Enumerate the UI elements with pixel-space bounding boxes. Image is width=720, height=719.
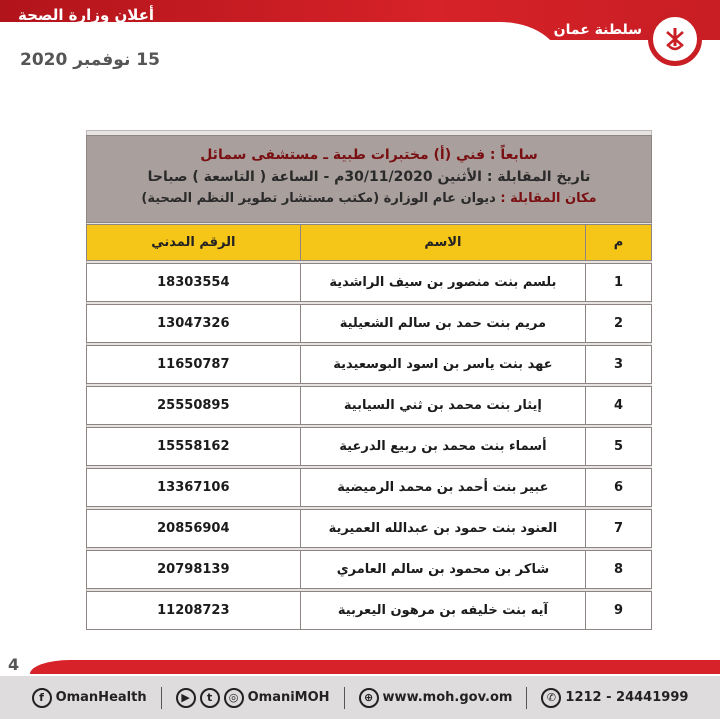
table-row [87, 305, 652, 343]
interview-info [86, 135, 652, 223]
row-civil-id: 20856904 [87, 510, 301, 548]
table-row [87, 510, 652, 548]
phone-contact[interactable] [541, 688, 688, 708]
row-civil-id: 13367106 [87, 469, 301, 507]
row-name: إيثار بنت محمد بن ثني السيابية [300, 387, 585, 425]
header-num: م [586, 225, 652, 261]
row-civil-id: 11208723 [87, 592, 301, 630]
row-civil-id: 11650787 [87, 346, 301, 384]
row-civil-id: 15558162 [87, 428, 301, 466]
table-row [87, 469, 652, 507]
row-name: شاكر بن محمود بن سالم العامري [300, 551, 585, 589]
footer-contacts [0, 676, 720, 719]
phone-number: 1212 - 24441999 [565, 690, 689, 705]
row-civil-id: 13047326 [87, 305, 301, 343]
youtube-icon: ▶ [176, 688, 196, 708]
page-number: 4 [8, 655, 20, 674]
row-name: مريم بنت حمد بن سالم الشعيلية [300, 305, 585, 343]
row-civil-id: 20798139 [87, 551, 301, 589]
row-civil-id: 25550895 [87, 387, 301, 425]
announcement-title: أعلان وزارة الصحة [18, 6, 155, 24]
header-name: الاسم [300, 225, 585, 261]
row-num: 6 [586, 469, 652, 507]
twitter-icon: t [200, 688, 220, 708]
row-civil-id: 18303554 [87, 264, 301, 302]
row-num: 1 [586, 264, 652, 302]
row-num: 5 [586, 428, 652, 466]
row-name: العنود بنت حمود بن عبدالله العميرية [300, 510, 585, 548]
table-row [87, 346, 652, 384]
row-num: 8 [586, 551, 652, 589]
announcement-date: 15 نوفمبر 2020 [20, 50, 160, 70]
place-label: مكان المقابلة : [500, 191, 597, 206]
row-num: 9 [586, 592, 652, 630]
row-name: عبير بنت أحمد بن محمد الرميضية [300, 469, 585, 507]
footer-divider [526, 687, 527, 709]
social-handle: OmaniMOH [247, 690, 330, 705]
facebook-icon: f [32, 688, 52, 708]
facebook-handle: OmanHealth [55, 690, 147, 705]
table-row [87, 387, 652, 425]
interview-date: تاريخ المقابلة : الأثنين 30/11/2020م - الساعة ( التاسعة ) صباحا [147, 169, 591, 185]
footer-divider [161, 687, 162, 709]
place-value: ديوان عام الوزارة (مكتب مستشار تطوير النظم الصحية) [141, 191, 496, 206]
row-num: 7 [586, 510, 652, 548]
website-url: www.moh.gov.om [382, 690, 513, 705]
logo-text [554, 22, 642, 56]
instagram-icon: ◎ [224, 688, 244, 708]
emblem-icon [648, 12, 702, 66]
logo-line1: سلطنة عمان [553, 22, 642, 38]
phone-icon: ✆ [541, 688, 561, 708]
table-row [87, 428, 652, 466]
logo-line2: وزارة الصحة [579, 40, 642, 54]
position-title: سابعاً : فني (أ) مختبرات طبية ـ مستشفى سمائل [200, 147, 538, 163]
table-row [87, 264, 652, 302]
footer-divider [344, 687, 345, 709]
globe-icon: ⊕ [359, 688, 379, 708]
row-num: 4 [586, 387, 652, 425]
row-name: عهد بنت ياسر بن اسود البوسعيدية [300, 346, 585, 384]
candidates-table [86, 224, 652, 630]
header-civil-id: الرقم المدني [87, 225, 301, 261]
social-links[interactable] [176, 688, 330, 708]
row-name: أسماء بنت محمد بن ربيع الدرعية [300, 428, 585, 466]
row-num: 2 [586, 305, 652, 343]
table-header-row [87, 225, 652, 261]
facebook-link[interactable] [32, 688, 147, 708]
row-num: 3 [586, 346, 652, 384]
interview-place [87, 188, 651, 210]
table-row [87, 551, 652, 589]
ministry-logo [542, 10, 702, 68]
table-row [87, 592, 652, 630]
footer-red-band [30, 660, 720, 674]
website-link[interactable] [359, 688, 513, 708]
row-name: بلسم بنت منصور بن سيف الراشدية [300, 264, 585, 302]
row-name: آيه بنت خليفه بن مرهون اليعربية [300, 592, 585, 630]
